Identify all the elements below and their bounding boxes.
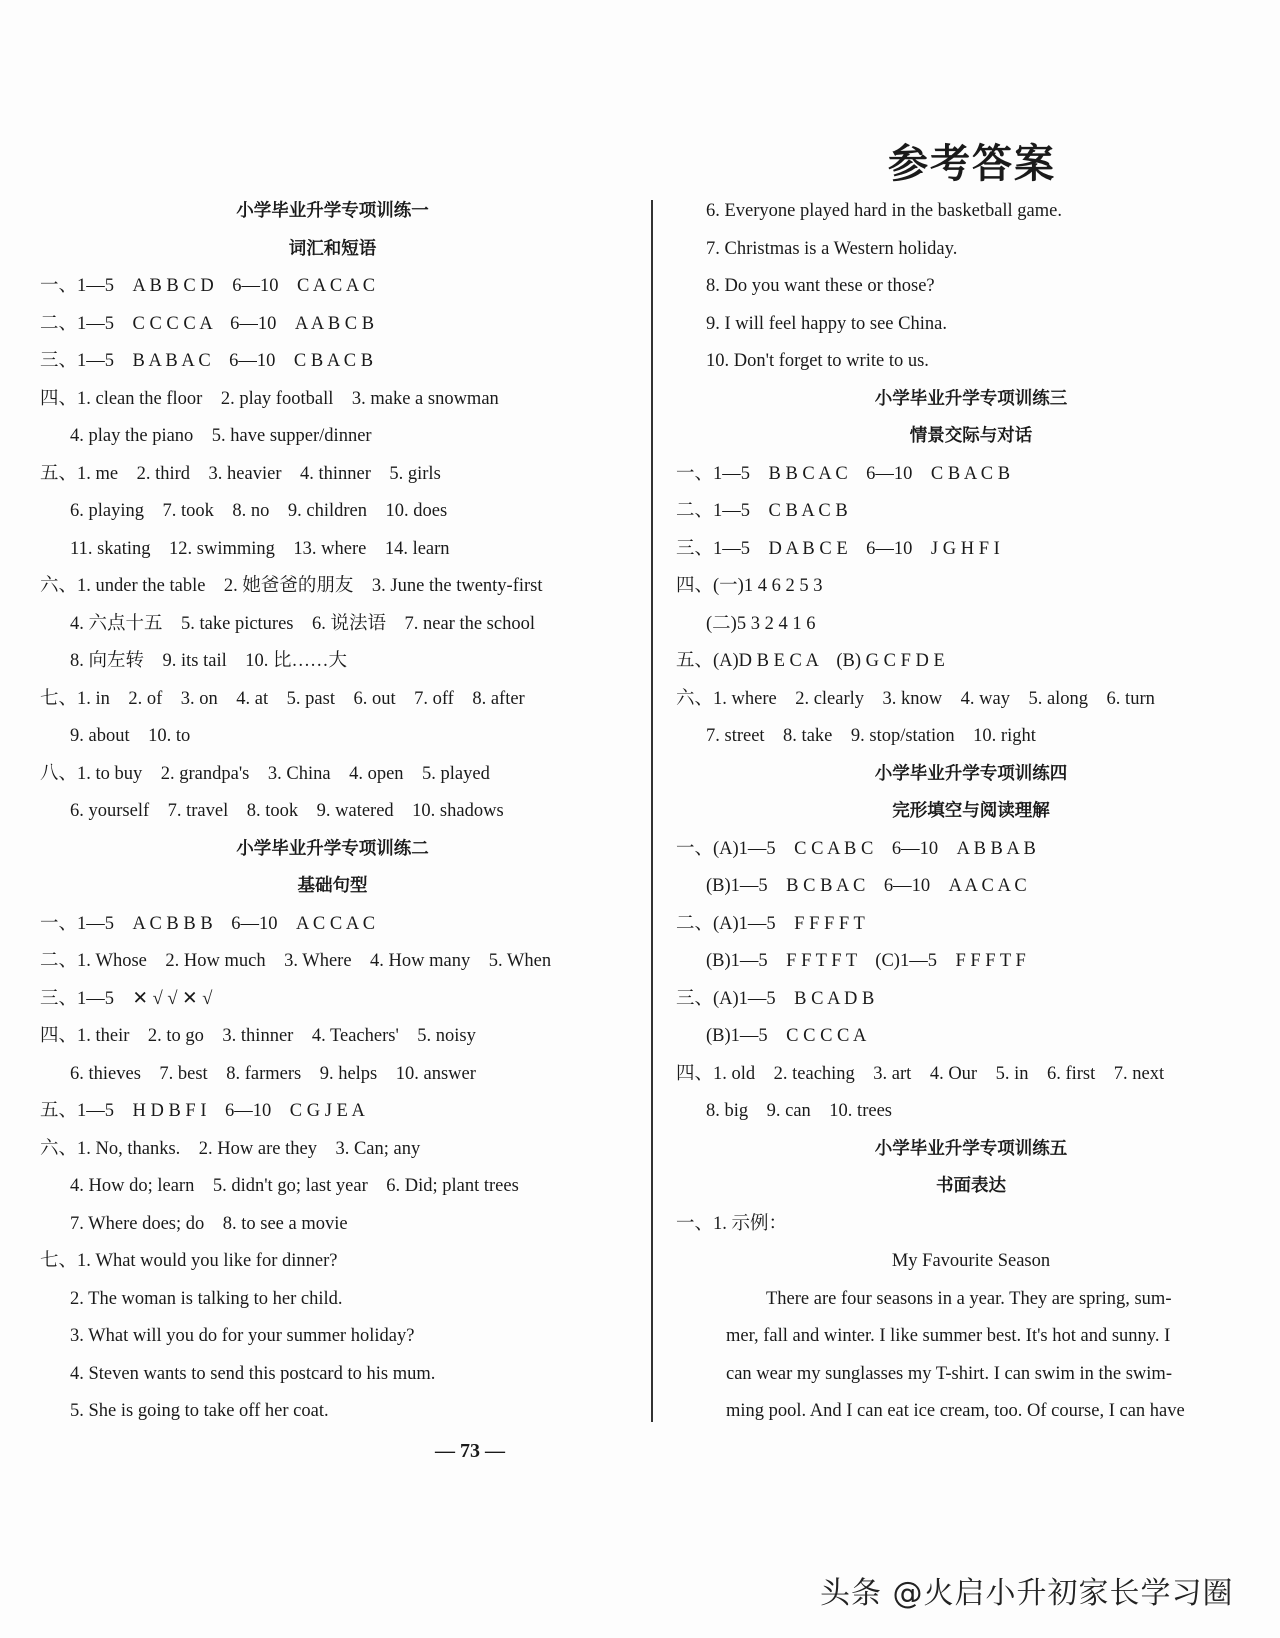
page-title: 参考答案 xyxy=(888,141,1056,187)
section-heading: 小学毕业升学专项训练四 xyxy=(874,763,1068,784)
section-heading: 书面表达 xyxy=(936,1176,1006,1196)
answer-line: 一、1—5 A B B C D 6—10 C A C A C xyxy=(40,276,376,296)
answer-line: 四、1. their 2. to go 3. thinner 4. Teachers' 5. noisy xyxy=(40,1026,476,1046)
answer-line: There are four seasons in a year. They are spring, sum- xyxy=(766,1288,1172,1309)
left-column xyxy=(40,193,625,1431)
answer-line: 8. big 9. can 10. trees xyxy=(706,1101,892,1121)
answer-line: mer, fall and winter. I like summer best. It's hot and sunny. I xyxy=(726,1326,1171,1346)
answer-line: 9. about 10. to xyxy=(70,726,191,746)
answer-line: 六、1. under the table 2. 她爸爸的朋友 3. June the twenty-first xyxy=(40,576,543,596)
answer-line: 4. play the piano 5. have supper/dinner xyxy=(70,426,372,446)
answer-line: 4. Steven wants to send this postcard to his mum. xyxy=(70,1363,436,1384)
answer-line: 三、(A)1—5 B C A D B xyxy=(676,988,875,1009)
answer-line: 10. Don't forget to write to us. xyxy=(706,351,929,371)
answer-line: 7. street 8. take 9. stop/station 10. right xyxy=(706,726,1036,746)
answer-line: 7. Where does; do 8. to see a movie xyxy=(70,1213,348,1234)
section-heading: 小学毕业升学专项训练二 xyxy=(236,838,429,859)
right-column xyxy=(676,193,1266,1431)
section-heading: 情景交际与对话 xyxy=(909,426,1033,446)
answer-line: ming pool. And I can eat ice cream, too. Of course, I can have xyxy=(726,1401,1185,1421)
answer-line: 四、(一)1 4 6 2 5 3 xyxy=(676,576,823,596)
answer-line: 一、1—5 A C B B B 6—10 A C C A C xyxy=(40,913,376,934)
answer-line: 11. skating 12. swimming 13. where 14. learn xyxy=(70,538,450,559)
answer-line: 四、1. clean the floor 2. play football 3. make a snowman xyxy=(40,388,499,409)
answer-line: 2. The woman is talking to her child. xyxy=(70,1288,343,1309)
answer-line: 6. Everyone played hard in the basketball game. xyxy=(706,201,1062,221)
answer-line: 八、1. to buy 2. grandpa's 3. China 4. open 5. played xyxy=(40,763,490,784)
answer-line: 一、(A)1—5 C C A B C 6—10 A B B A B xyxy=(676,838,1036,859)
essay-title: My Favourite Season xyxy=(891,1251,1051,1271)
answer-line: 4. 六点十五 5. take pictures 6. 说法语 7. near the school xyxy=(70,613,535,634)
answer-line: 一、1. 示例： xyxy=(676,1213,788,1234)
answer-line: 3. What will you do for your summer holiday? xyxy=(70,1326,415,1346)
answer-line: 二、1—5 C C C C A 6—10 A A B C B xyxy=(40,313,375,334)
answer-line: can wear my sunglasses my T-shirt. I can swim in the swim- xyxy=(726,1363,1172,1384)
answer-line: (B)1—5 F F T F T (C)1—5 F F F T F xyxy=(706,951,1026,971)
answer-line: 六、1. where 2. clearly 3. know 4. way 5. along 6. turn xyxy=(676,688,1155,709)
answer-line: 五、(A)D B E C A (B) G C F D E xyxy=(676,651,945,671)
section-heading: 词汇和短语 xyxy=(288,238,377,259)
answer-line: 四、1. old 2. teaching 3. art 4. Our 5. in 6. first 7. next xyxy=(676,1063,1165,1084)
column-divider xyxy=(651,200,653,1422)
answer-line: 七、1. in 2. of 3. on 4. at 5. past 6. out 7. off 8. after xyxy=(40,688,525,709)
section-heading: 小学毕业升学专项训练三 xyxy=(874,388,1068,409)
section-heading: 完形填空与阅读理解 xyxy=(892,801,1050,821)
answer-line: 五、1—5 H D B F I 6—10 C G J E A xyxy=(40,1101,365,1121)
answer-line: 8. 向左转 9. its tail 10. 比……大 xyxy=(70,651,347,671)
answer-line: 6. thieves 7. best 8. farmers 9. helps 10. answer xyxy=(70,1063,476,1084)
answer-line: 三、1—5 ✕ √ √ ✕ √ xyxy=(40,988,213,1009)
answer-line: 4. How do; learn 5. didn't go; last year 6. Did; plant trees xyxy=(70,1176,519,1196)
answer-line: 7. Christmas is a Western holiday. xyxy=(706,238,958,259)
answer-line: (B)1—5 C C C C A xyxy=(706,1026,867,1046)
answer-line: 9. I will feel happy to see China. xyxy=(706,313,947,334)
section-heading: 小学毕业升学专项训练一 xyxy=(236,201,429,221)
answer-line: 6. playing 7. took 8. no 9. children 10. does xyxy=(70,501,448,521)
answer-line: 三、1—5 B A B A C 6—10 C B A C B xyxy=(40,351,374,371)
answer-line: 七、1. What would you like for dinner? xyxy=(40,1251,338,1271)
page-number: — 73 — xyxy=(435,1440,505,1462)
answer-line: (二)5 3 2 4 1 6 xyxy=(706,613,816,634)
answer-line: 5. She is going to take off her coat. xyxy=(70,1401,329,1421)
answer-line: 一、1—5 B B C A C 6—10 C B A C B xyxy=(676,463,1011,484)
section-heading: 小学毕业升学专项训练五 xyxy=(874,1138,1068,1159)
watermark: 头条 @火启小升初家长学习圈 xyxy=(820,1576,1234,1611)
answer-line: 二、1. Whose 2. How much 3. Where 4. How many 5. When xyxy=(40,951,552,971)
section-heading: 基础句型 xyxy=(297,876,368,896)
answer-line: 二、1—5 C B A C B xyxy=(676,501,848,521)
answer-line: 6. yourself 7. travel 8. took 9. watered 10. shadows xyxy=(70,801,504,821)
answer-line: 8. Do you want these or those? xyxy=(706,276,935,296)
answer-line: 六、1. No, thanks. 2. How are they 3. Can; any xyxy=(40,1138,421,1159)
answer-line: 五、1. me 2. third 3. heavier 4. thinner 5. girls xyxy=(40,463,441,484)
answer-line: 二、(A)1—5 F F F F T xyxy=(676,913,865,934)
answer-line: (B)1—5 B C B A C 6—10 A A C A C xyxy=(706,876,1027,896)
answer-line: 三、1—5 D A B C E 6—10 J G H F I xyxy=(676,538,1000,559)
